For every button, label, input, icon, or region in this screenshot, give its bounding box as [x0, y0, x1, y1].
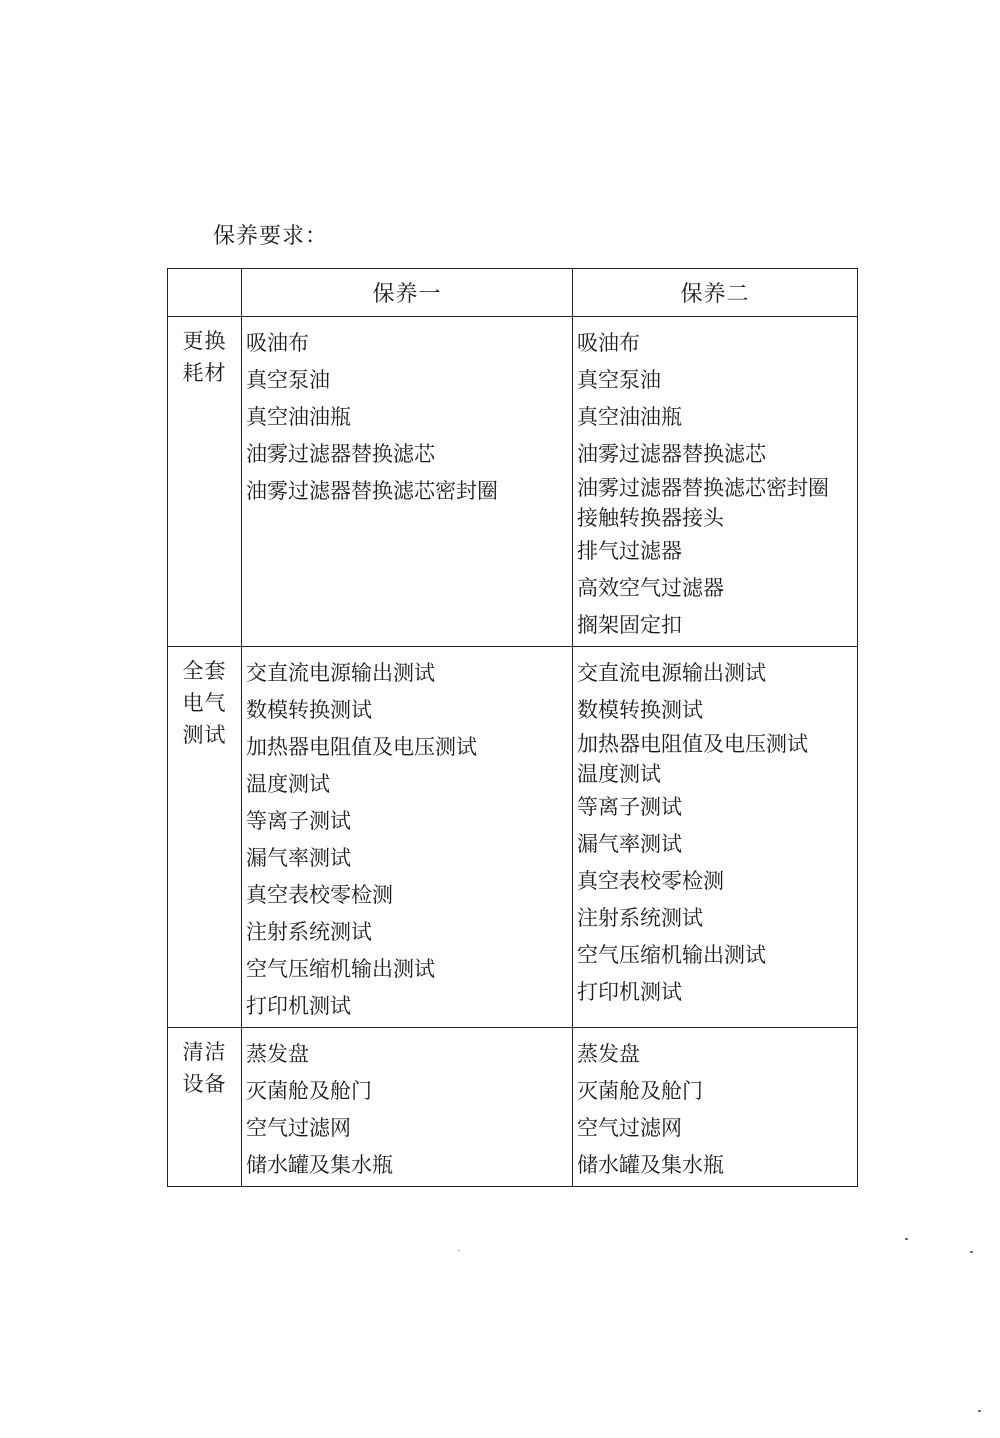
list-item: 油雾过滤器替换滤芯 [577, 442, 766, 466]
list-item: 温度测试 [577, 762, 661, 786]
list-item: 储水罐及集水瓶 [246, 1153, 393, 1177]
category-label: 测试 [182, 723, 227, 747]
plan-two-items [573, 317, 858, 647]
list-item: 温度测试 [246, 772, 330, 796]
list-item: 漏气率测试 [246, 846, 351, 870]
list-item: 储水罐及集水瓶 [577, 1153, 724, 1177]
category-cell [168, 317, 242, 647]
list-item: 真空油油瓶 [246, 405, 351, 429]
list-item: 搁架固定扣 [577, 613, 682, 637]
category-cell [168, 647, 242, 1028]
maintenance-requirements-table [167, 268, 858, 1187]
list-item: 油雾过滤器替换滤芯 [246, 442, 435, 466]
list-item: 蒸发盘 [577, 1042, 640, 1066]
list-item: 等离子测试 [577, 795, 682, 819]
scan-speck [970, 1251, 973, 1253]
page-heading: 保养要求： [213, 224, 329, 249]
list-item: 注射系统测试 [577, 906, 703, 930]
scan-speck [458, 1250, 460, 1251]
table-row [168, 647, 858, 1028]
list-item: 接触转换器接头 [577, 506, 724, 530]
list-item: 打印机测试 [577, 980, 682, 1004]
header-plan-two: 保养二 [573, 269, 858, 317]
table-header-row [168, 269, 858, 317]
list-item: 打印机测试 [246, 994, 351, 1018]
list-item: 油雾过滤器替换滤芯密封圈 [577, 476, 829, 500]
list-item: 吸油布 [246, 331, 309, 355]
list-item: 吸油布 [577, 331, 640, 355]
list-item: 蒸发盘 [246, 1042, 309, 1066]
list-item: 空气过滤网 [577, 1116, 682, 1140]
table-row [168, 1028, 858, 1187]
list-item: 空气压缩机输出测试 [246, 957, 435, 981]
scan-speck [905, 1238, 908, 1240]
plan-one-items [242, 647, 573, 1028]
header-empty-cell [168, 269, 242, 317]
list-item: 油雾过滤器替换滤芯密封圈 [246, 479, 498, 503]
list-item: 真空泵油 [577, 368, 661, 392]
plan-two-items [573, 647, 858, 1028]
category-label: 全套 [182, 659, 227, 683]
category-label: 设备 [182, 1072, 227, 1096]
list-item: 灭菌舱及舱门 [577, 1079, 703, 1103]
category-cell [168, 1028, 242, 1187]
list-item: 数模转换测试 [577, 698, 703, 722]
list-item: 漏气率测试 [577, 832, 682, 856]
plan-one-items [242, 317, 573, 647]
table-row [168, 317, 858, 647]
list-item: 等离子测试 [246, 809, 351, 833]
list-item: 交直流电源输出测试 [577, 661, 766, 685]
scan-speck [978, 1410, 981, 1412]
list-item: 加热器电阻值及电压测试 [577, 732, 808, 756]
list-item: 真空油油瓶 [577, 405, 682, 429]
list-item: 交直流电源输出测试 [246, 661, 435, 685]
list-item: 真空泵油 [246, 368, 330, 392]
category-label: 耗材 [182, 361, 227, 385]
category-label: 清洁 [182, 1040, 227, 1064]
list-item: 真空表校零检测 [577, 869, 724, 893]
plan-one-items [242, 1028, 573, 1187]
list-item: 加热器电阻值及电压测试 [246, 735, 477, 759]
list-item: 真空表校零检测 [246, 883, 393, 907]
list-item: 空气过滤网 [246, 1116, 351, 1140]
list-item: 注射系统测试 [246, 920, 372, 944]
list-item: 灭菌舱及舱门 [246, 1079, 372, 1103]
header-plan-one: 保养一 [242, 269, 573, 317]
list-item: 高效空气过滤器 [577, 576, 724, 600]
plan-two-items [573, 1028, 858, 1187]
category-label: 更换 [182, 329, 227, 353]
list-item: 数模转换测试 [246, 698, 372, 722]
list-item: 空气压缩机输出测试 [577, 943, 766, 967]
category-label: 电气 [182, 691, 227, 715]
list-item: 排气过滤器 [577, 539, 682, 563]
